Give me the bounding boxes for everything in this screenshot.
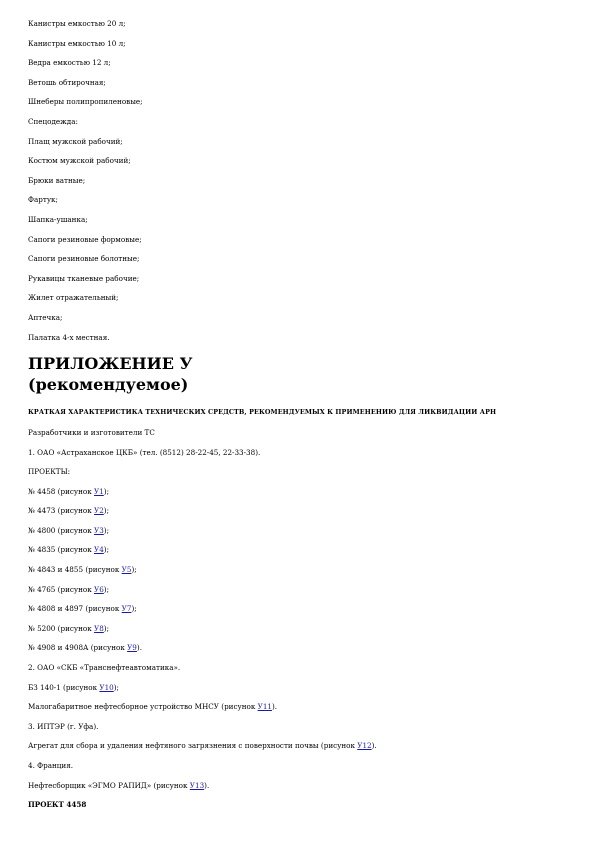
list-item: Шнеберы полипропиленовые; <box>28 97 143 106</box>
bs-item <box>28 683 119 692</box>
bs-tail: ); <box>113 683 119 692</box>
list-item: Жилет отражательный; <box>28 293 119 302</box>
project-item <box>28 506 109 515</box>
aggregate-item <box>28 741 377 750</box>
project-tail: ); <box>103 487 110 496</box>
list-item: Плащ мужской рабочий; <box>28 137 123 146</box>
list-item: Аптечка; <box>28 313 63 322</box>
figure-link[interactable]: У1 <box>94 487 104 496</box>
list-item: Канистры емкостью 10 л; <box>28 39 126 48</box>
aggregate-text: Агрегат для сбора и удаления нефтяного загрязнения с поверхности почвы (рисунок <box>28 741 358 750</box>
figure-link[interactable]: У5 <box>121 565 132 574</box>
org-2: 2. ОАО «СКБ «Транснефтеавтоматика». <box>28 663 181 672</box>
project-item <box>28 526 109 535</box>
figure-link[interactable]: У2 <box>94 506 104 515</box>
list-item: Спецодежда: <box>28 117 78 126</box>
project-tail: ); <box>131 565 137 574</box>
bs-text: БЗ 140-1 (рисунок <box>28 683 100 692</box>
project-text: № 4808 и 4897 (рисунок <box>28 604 122 613</box>
project-tail: ); <box>103 624 110 633</box>
project-heading: ПРОЕКТ 4458 <box>28 800 87 809</box>
developers-label: Разработчики и изготовители ТС <box>28 428 155 437</box>
list-item: Костюм мужской рабочий; <box>28 156 131 165</box>
list-item: Канистры емкостью 20 л; <box>28 19 126 28</box>
project-text: № 4473 (рисунок <box>28 506 95 515</box>
project-tail: ); <box>103 545 110 554</box>
projects-label: ПРОЕКТЫ: <box>28 467 71 476</box>
list-item: Шапка-ушанка; <box>28 215 88 224</box>
list-item: Сапоги резиновые формовые; <box>28 235 142 244</box>
project-text: № 4843 и 4855 (рисунок <box>28 565 122 574</box>
aggregate-tail: ). <box>371 741 377 750</box>
list-item: Ведра емкостью 12 л; <box>28 58 111 67</box>
mnsu-tail: ). <box>271 702 278 711</box>
figure-link[interactable]: У11 <box>257 702 272 711</box>
appendix-title: ПРИЛОЖЕНИЕ У <box>28 354 193 373</box>
org-4: 4. Франция. <box>28 761 74 770</box>
project-item <box>28 585 109 594</box>
project-text: № 4765 (рисунок <box>28 585 95 594</box>
skimmer-text: Нефтесборщик «ЭГМО РАПИД» (рисунок <box>28 781 190 790</box>
figure-link[interactable]: У13 <box>189 781 205 790</box>
figure-link[interactable]: У9 <box>127 643 137 652</box>
project-text: № 4458 (рисунок <box>28 487 95 496</box>
org-3: 3. ИПТЭР (г. Уфа). <box>28 722 99 731</box>
project-text: № 4800 (рисунок <box>28 526 95 535</box>
project-text: № 4835 (рисунок <box>28 545 95 554</box>
figure-link[interactable]: У12 <box>357 741 372 750</box>
appendix-subtitle: (рекомендуемое) <box>28 375 189 394</box>
list-item: Ветошь обтирочная; <box>28 78 106 87</box>
list-item: Рукавицы тканевые рабочие; <box>28 274 140 283</box>
project-tail: ); <box>103 526 110 535</box>
list-item: Фартук; <box>28 195 58 204</box>
skimmer-item <box>28 781 209 790</box>
appendix-caption: КРАТКАЯ ХАРАКТЕРИСТИКА ТЕХНИЧЕСКИХ СРЕДСТВ, РЕКОМЕНДУЕМЫХ К ПРИМЕНЕНИЮ ДЛЯ ЛИКВИДАЦИИ АРН <box>28 408 497 416</box>
figure-link[interactable]: У7 <box>121 604 132 613</box>
skimmer-tail: ). <box>204 781 210 790</box>
project-item <box>28 565 137 574</box>
project-text: № 5200 (рисунок <box>28 624 95 633</box>
project-item <box>28 624 109 633</box>
figure-link[interactable]: У4 <box>94 545 104 554</box>
project-tail: ); <box>103 585 110 594</box>
figure-link[interactable]: У3 <box>94 526 104 535</box>
project-tail: ); <box>131 604 137 613</box>
list-item: Брюки ватные; <box>28 176 86 185</box>
figure-link[interactable]: У8 <box>94 624 104 633</box>
project-tail: ); <box>103 506 110 515</box>
org-1: 1. ОАО «Астраханское ЦКБ» (тел. (8512) 28-22-45, 22-33-38). <box>28 448 261 457</box>
project-item <box>28 545 109 554</box>
figure-link[interactable]: У10 <box>99 683 114 692</box>
mnsu-item <box>28 702 277 711</box>
mnsu-text: Малогабаритное нефтесборное устройство МНСУ (рисунок <box>28 702 258 711</box>
project-item <box>28 487 109 496</box>
list-item: Сапоги резиновые болотные; <box>28 254 140 263</box>
project-item <box>28 643 142 652</box>
project-item <box>28 604 137 613</box>
project-tail: ). <box>136 643 142 652</box>
project-text: № 4908 и 4908А (рисунок <box>28 643 128 652</box>
list-item: Палатка 4-х местная. <box>28 333 110 342</box>
figure-link[interactable]: У6 <box>94 585 104 594</box>
